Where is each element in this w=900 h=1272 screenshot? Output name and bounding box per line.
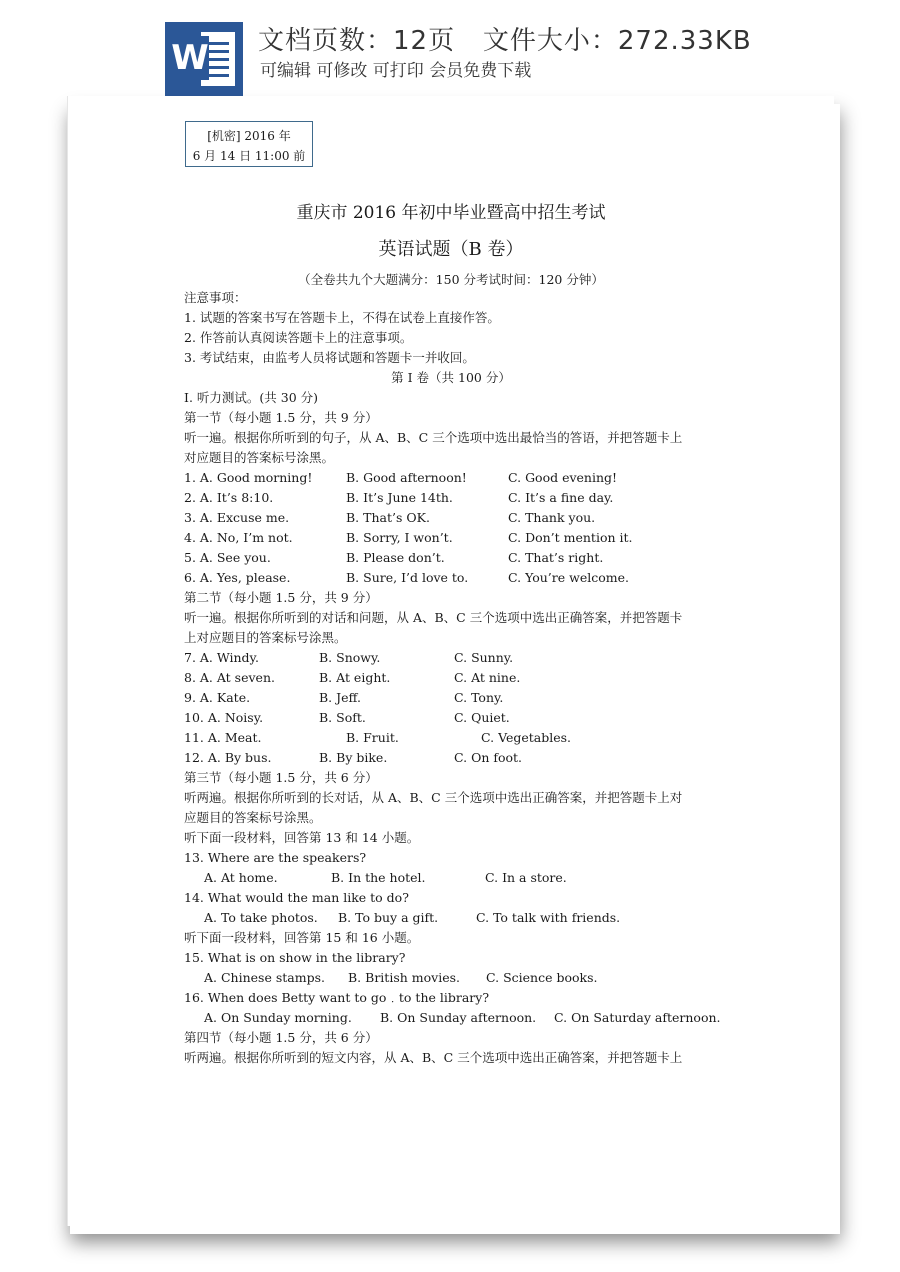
option-c: C. Good evening!	[508, 470, 618, 485]
document-page	[67, 96, 834, 1226]
volume-title: 第 I 卷（共 100 分）	[391, 370, 511, 385]
section4-title: 第四节（每小题 1.5 分，共 6 分）	[184, 1030, 378, 1045]
option-b: B. To buy a gift.	[338, 910, 439, 925]
option-c: C. You’re welcome.	[508, 570, 629, 585]
confidential-box	[185, 121, 313, 167]
option-b: B. It’s June 14th.	[346, 490, 453, 505]
part1-title: I. 听力测试。(共 30 分)	[184, 390, 318, 405]
option-b: B. Good afternoon!	[346, 470, 467, 485]
option-a: 1. A. Good morning!	[184, 470, 313, 485]
option-a: 2. A. It’s 8:10.	[184, 490, 274, 505]
confidential-line2: 6 月 14 日 11:00 前	[192, 149, 306, 163]
option-a: 6. A. Yes, please.	[184, 570, 291, 585]
option-a: 3. A. Excuse me.	[184, 510, 290, 525]
option-c: C. Don’t mention it.	[508, 530, 633, 545]
option-b: B. On Sunday afternoon.	[380, 1010, 537, 1025]
option-a: A. On Sunday morning.	[204, 1010, 352, 1025]
section2-instruction-2: 上对应题目的答案标号涂黑。	[184, 630, 347, 645]
word-letter: W	[171, 38, 209, 78]
notice-1: 1. 试题的答案书写在答题卡上，不得在试卷上直接作答。	[184, 310, 500, 325]
option-b: B. Sorry, I won’t.	[346, 530, 453, 545]
section2-title: 第二节（每小题 1.5 分，共 9 分）	[184, 590, 378, 605]
option-b: B. That’s OK.	[346, 510, 430, 525]
option-c: C. It’s a fine day.	[508, 490, 614, 505]
option-a: 8. A. At seven.	[184, 670, 275, 685]
option-c: C. To talk with friends.	[476, 910, 621, 925]
option-b: B. In the hotel.	[331, 870, 426, 885]
exam-subtitle: （全卷共九个大题满分：150 分考试时间：120 分钟）	[298, 272, 604, 287]
option-c: C. Tony.	[454, 690, 504, 705]
notice-2: 2. 作答前认真阅读答题卡上的注意事项。	[184, 330, 413, 345]
option-c: C. At nine.	[454, 670, 521, 685]
option-c: C. That’s right.	[508, 550, 604, 565]
option-b: B. Please don’t.	[346, 550, 445, 565]
question-14: 14. What would the man like to do?	[184, 890, 409, 905]
question-16: 16. When does Betty want to go﹒to the library?	[184, 990, 490, 1005]
option-b: B. By bike.	[319, 750, 388, 765]
option-b: B. At eight.	[319, 670, 391, 685]
material-2: 听下面一段材料，回答第 15 和 16 小题。	[184, 930, 420, 945]
option-a: 4. A. No, I’m not.	[184, 530, 293, 545]
option-a: 7. A. Windy.	[184, 650, 259, 665]
option-c: C. Thank you.	[508, 510, 596, 525]
exam-subject: 英语试题（B 卷）	[378, 239, 524, 260]
word-document-icon	[165, 22, 243, 96]
option-a: 11. A. Meat.	[184, 730, 262, 745]
option-b: B. Soft.	[319, 710, 366, 725]
option-a: A. To take photos.	[204, 910, 318, 925]
option-a: 5. A. See you.	[184, 550, 271, 565]
option-c: C. Quiet.	[454, 710, 510, 725]
option-a: 9. A. Kate.	[184, 690, 251, 705]
exam-title: 重庆市 2016 年初中毕业暨高中招生考试	[296, 203, 606, 223]
option-c: C. Vegetables.	[481, 730, 572, 745]
option-c: C. In a store.	[485, 870, 567, 885]
section4-instruction-1: 听两遍。根据你所听到的短文内容，从 A、B、C 三个选项中选出正确答案，并把答题卡上	[184, 1050, 683, 1065]
option-b: B. Sure, I’d love to.	[346, 570, 469, 585]
option-c: C. Science books.	[486, 970, 598, 985]
section1-instruction-2: 对应题目的答案标号涂黑。	[184, 450, 335, 465]
notice-3: 3. 考试结束，由监考人员将试题和答题卡一并收回。	[184, 350, 475, 365]
option-b: B. British movies.	[348, 970, 460, 985]
option-b: B. Jeff.	[319, 690, 361, 705]
header-banner	[0, 0, 900, 100]
option-a: 10. A. Noisy.	[184, 710, 264, 725]
confidential-line1: [机密] 2016 年	[207, 129, 291, 143]
section1-title: 第一节（每小题 1.5 分，共 9 分）	[184, 410, 378, 425]
option-c: C. On Saturday afternoon.	[554, 1010, 721, 1025]
file-info: 文档页数：12页 文件大小：272.33KB	[258, 26, 752, 56]
option-b: B. Snowy.	[319, 650, 381, 665]
section3-instruction-2: 应题目的答案标号涂黑。	[184, 810, 322, 825]
question-15: 15. What is on show in the library?	[184, 950, 406, 965]
option-a: A. At home.	[204, 870, 278, 885]
material-1: 听下面一段材料，回答第 13 和 14 小题。	[184, 830, 420, 845]
option-b: B. Fruit.	[346, 730, 399, 745]
option-a: A. Chinese stamps.	[204, 970, 325, 985]
section2-instruction-1: 听一遍。根据你所听到的对话和问题，从 A、B、C 三个选项中选出正确答案，并把答题卡	[184, 610, 683, 625]
notice-title: 注意事项：	[184, 290, 247, 305]
file-features: 可编辑 可修改 可打印 会员免费下载	[260, 61, 532, 81]
section3-instruction-1: 听两遍。根据你所听到的长对话，从 A、B、C 三个选项中选出正确答案，并把答题卡上对	[184, 790, 683, 805]
option-a: 12. A. By bus.	[184, 750, 272, 765]
question-13: 13. Where are the speakers?	[184, 850, 367, 865]
section1-instruction-1: 听一遍。根据你所听到的句子，从 A、B、C 三个选项中选出最恰当的答语，并把答题卡上	[184, 430, 683, 445]
option-c: C. On foot.	[454, 750, 523, 765]
section3-title: 第三节（每小题 1.5 分，共 6 分）	[184, 770, 378, 785]
option-c: C. Sunny.	[454, 650, 514, 665]
